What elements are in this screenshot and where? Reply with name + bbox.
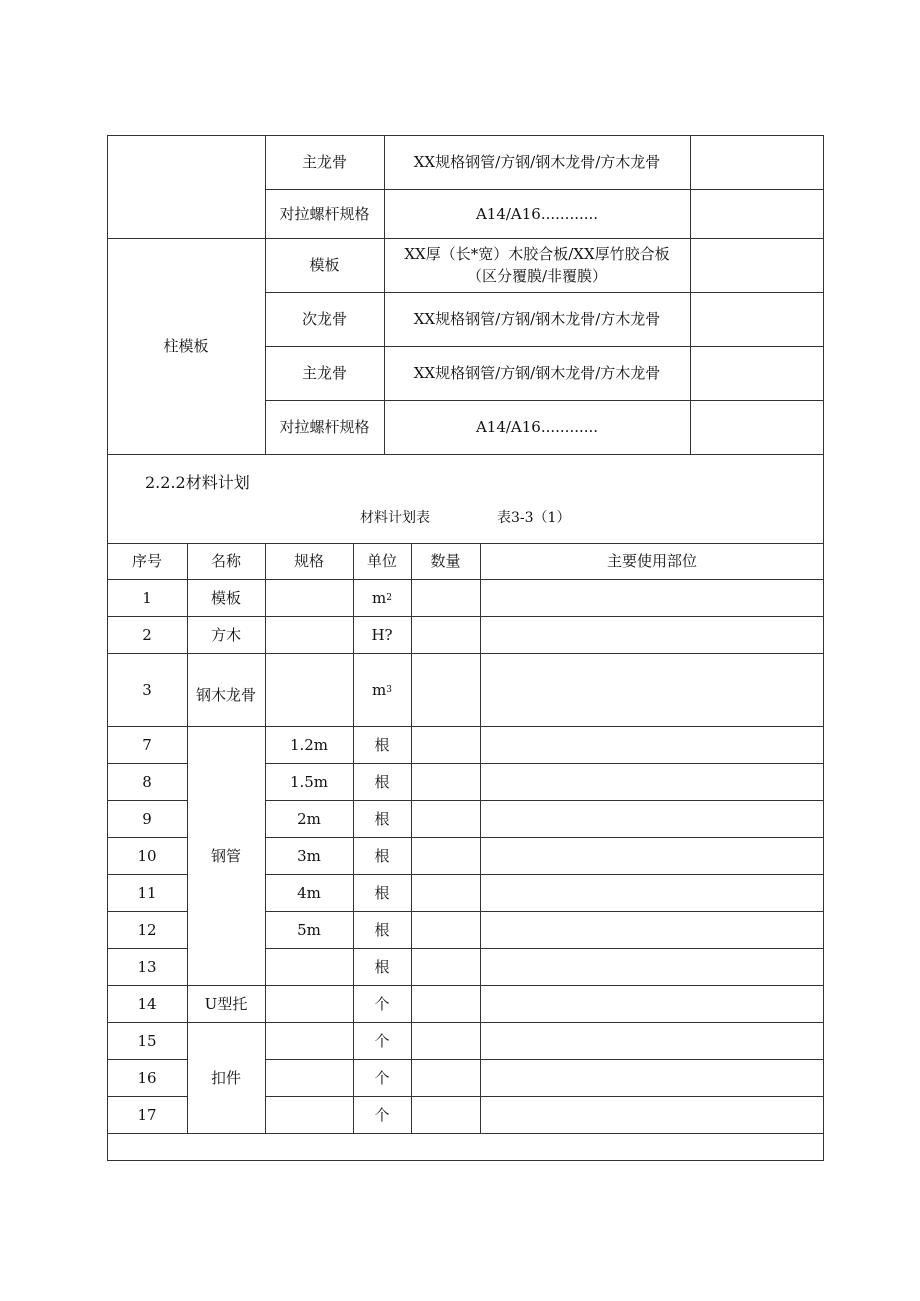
unit-base: m [372,588,387,607]
header-quantity: 数量 [430,552,461,570]
cell-no: 2 [142,625,152,644]
cell-unit: 根 [374,957,390,976]
cell-no: 8 [142,772,152,791]
spec-item-cell: 次龙骨 [301,310,347,328]
spec-value-cell [384,238,690,292]
cell-no: 16 [137,1068,157,1087]
cell-name: 方木 [210,625,241,644]
cell-name: U型托 [204,994,248,1013]
cell-unit: 根 [374,772,390,791]
cell-no: 17 [137,1105,157,1124]
cell-name: 钢木龙骨 [195,685,256,704]
row-divider [107,1133,824,1134]
col-divider [480,543,481,1133]
spec-item-cell: 对拉螺杆规格 [279,204,370,223]
row-divider [265,1059,824,1060]
spec-value-line: XX厚（长*宽）木胶合板/XX厚竹胶合板 [404,245,670,263]
cell-unit: 个 [374,1105,390,1124]
cell-unit: 个 [374,994,390,1013]
spec-value-line: （区分覆膜/非覆膜） [466,267,608,285]
unit-base: m [372,680,387,699]
row-divider [265,948,824,949]
spec-value-cell: A14/A16............ [475,204,599,223]
cell-unit: 个 [374,1031,390,1050]
table-caption: 材料计划表 [360,510,430,526]
cell-no: 13 [137,957,157,976]
cell-name: 模板 [210,588,241,607]
spec-value-cell: XX规格钢管/方钢/钢木龙骨/方木龙骨 [413,364,661,382]
header-spec: 规格 [293,552,324,570]
cell-spec: 2m [297,809,321,828]
table-number: 表3-3（1） [497,510,571,526]
cell-unit: m 3 [372,680,392,699]
spec-item-cell: 对拉螺杆规格 [279,418,370,436]
cell-unit: 根 [374,883,390,902]
cell-name-steel-pipe: 钢管 [210,846,241,865]
cell-spec: 1.2m [289,735,329,754]
header-usage: 主要使用部位 [606,552,697,570]
cell-no: 12 [137,920,157,939]
cell-no: 9 [142,809,152,828]
cell-no: 1 [142,588,152,607]
header-name: 名称 [210,552,241,570]
cell-unit: 个 [374,1068,390,1087]
cell-unit: H? [371,625,393,644]
spec-value-cell: A14/A16............ [475,418,599,436]
cell-no: 3 [142,680,152,699]
cell-no: 10 [137,846,157,865]
spec-item-cell: 主龙骨 [301,153,347,171]
cell-unit: 根 [374,846,390,865]
header-no: 序号 [131,552,162,570]
cell-spec: 1.5m [289,772,329,791]
cell-no: 15 [137,1031,157,1050]
col-divider [690,135,691,455]
header-unit: 单位 [366,552,397,570]
cell-spec: 3m [297,846,321,865]
spec-item-cell: 模板 [309,256,340,274]
cell-name-fastener: 扣件 [210,1068,241,1087]
section-divider [107,454,824,455]
spec-value-cell: XX规格钢管/方钢/钢木龙骨/方木龙骨 [413,153,661,171]
cell-no: 14 [137,994,157,1013]
col-divider [411,543,412,1133]
cell-spec: 5m [297,920,321,939]
section-heading: 2.2.2材料计划 [145,473,250,492]
spec-item-cell: 主龙骨 [301,364,347,382]
cell-spec: 4m [297,883,321,902]
cell-unit: 根 [374,735,390,754]
cell-no: 7 [142,735,152,754]
group-label-column-formwork: 柱模板 [163,337,209,355]
cell-unit: m 2 [372,588,392,607]
spec-value-cell: XX规格钢管/方钢/钢木龙骨/方木龙骨 [413,310,661,328]
cell-unit: 根 [374,809,390,828]
cell-unit: 根 [374,920,390,939]
row-divider [265,1096,824,1097]
cell-no: 11 [137,883,157,902]
